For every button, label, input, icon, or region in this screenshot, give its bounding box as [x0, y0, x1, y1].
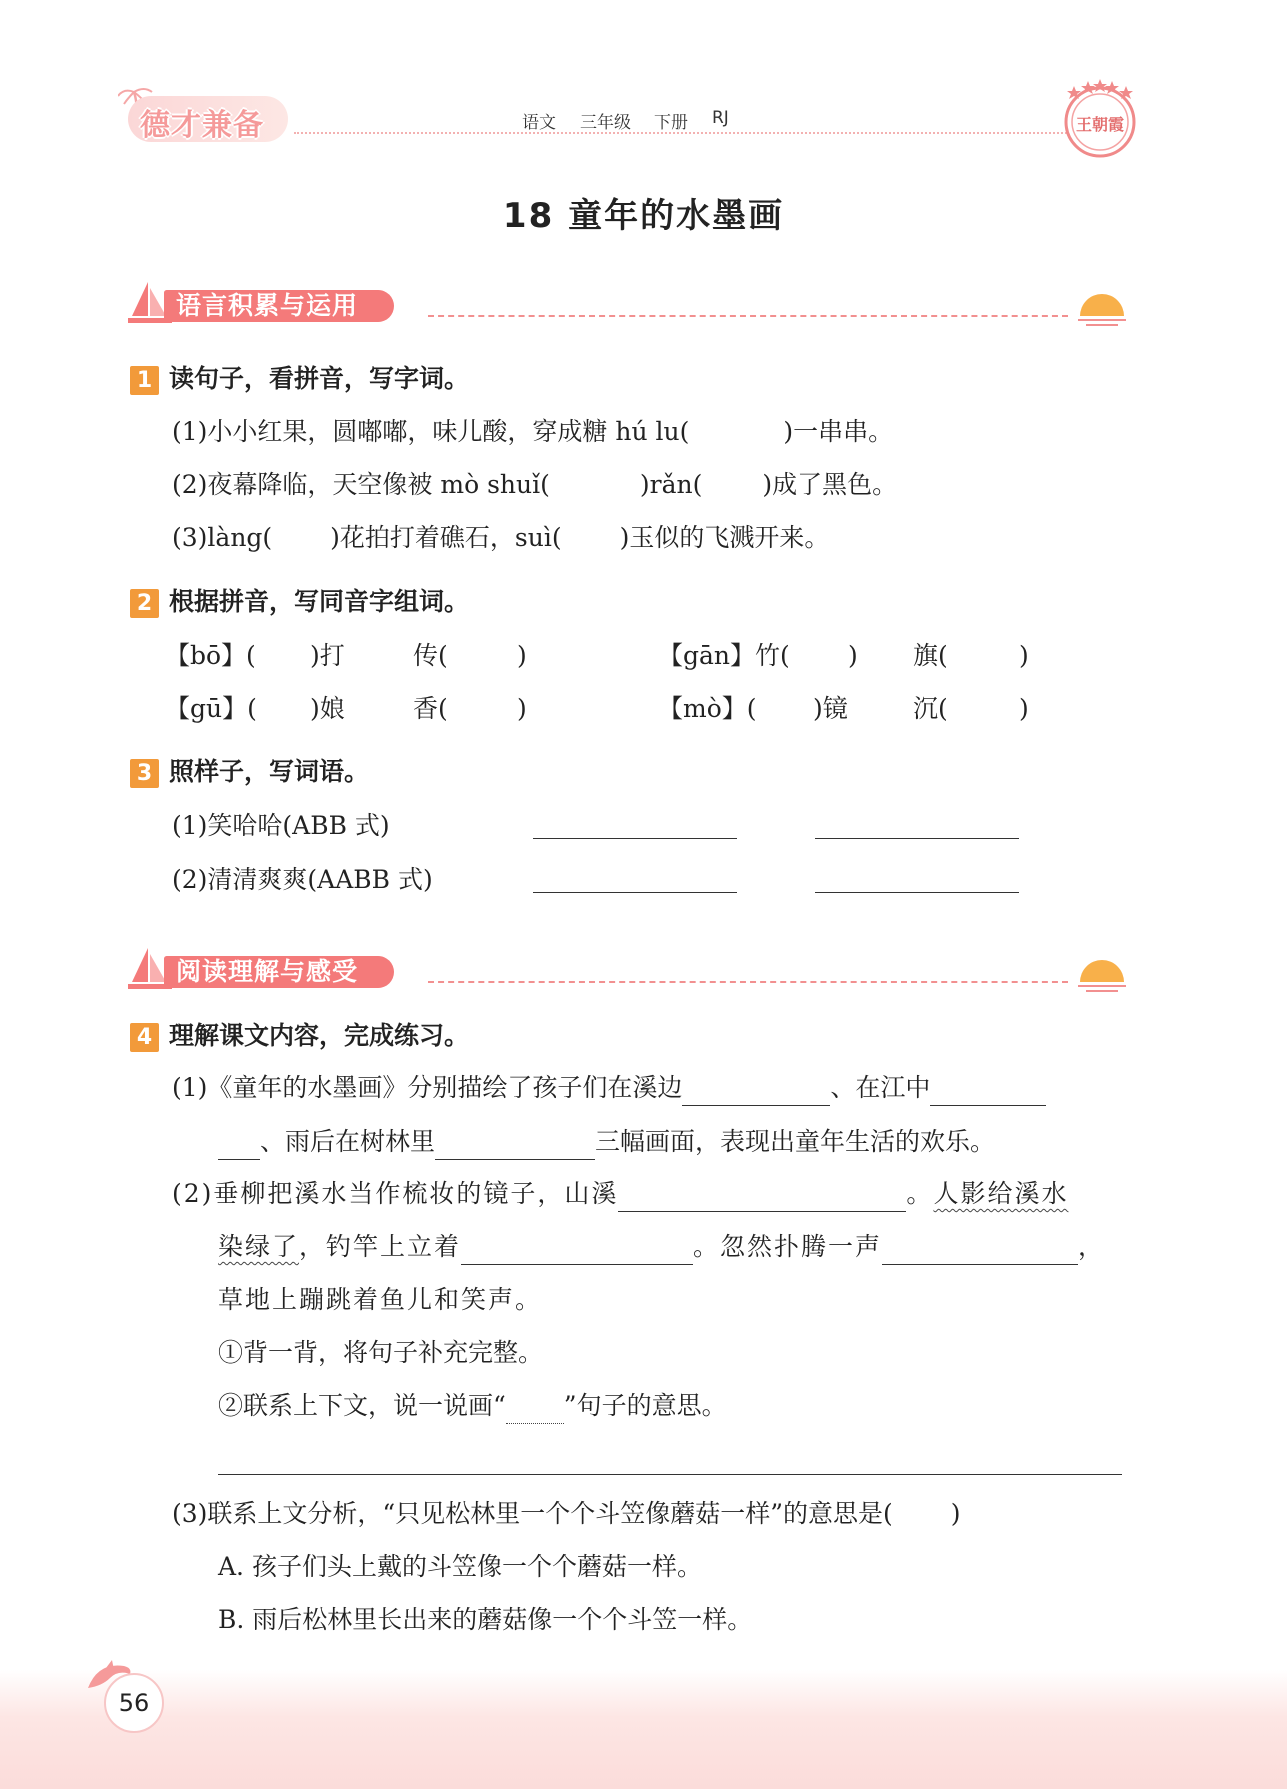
q2-row-1	[165, 638, 1065, 674]
q4-heading	[130, 1019, 469, 1053]
q1-heading-text: 读句子，看拼音，写字词。	[169, 364, 470, 393]
section-header-2	[128, 944, 1128, 996]
footer-background	[0, 1670, 1287, 1789]
header-subject: 语文	[522, 113, 556, 133]
answer-blank[interactable]	[533, 862, 737, 893]
text: 【mò】(	[658, 694, 757, 723]
text: )	[1019, 641, 1029, 670]
text: ②联系上下文，说一说画“	[218, 1391, 506, 1420]
section-divider	[428, 315, 1068, 317]
text: )一串串。	[783, 417, 894, 446]
header-edition: RJ	[712, 108, 729, 128]
q4-p1-line-1	[172, 1070, 1046, 1106]
q4-p2-line-2	[218, 1229, 1105, 1265]
brand-logo	[118, 86, 290, 142]
text: 【gū】(	[165, 694, 257, 723]
answer-blank[interactable]	[815, 808, 1019, 839]
text: 旗(	[913, 641, 948, 670]
logo-text: 德才兼备	[140, 108, 264, 143]
answer-blank[interactable]	[815, 862, 1019, 893]
q3-line-1: (1)笑哈哈(ABB 式)	[172, 811, 390, 840]
q2-heading-text: 根据拼音，写同音字组词。	[169, 587, 470, 616]
text: )打	[310, 641, 345, 670]
text: ，钓竿上立着	[299, 1232, 462, 1261]
header-grade: 三年级	[580, 113, 631, 133]
header-volume: 下册	[654, 113, 688, 133]
q3-line-2: (2)清清爽爽(AABB 式)	[172, 865, 433, 894]
seal-text: 王朝霞	[1076, 115, 1125, 134]
q4-p1-line-2	[218, 1124, 995, 1160]
q2-row-2	[165, 691, 1065, 727]
section-header-1	[128, 278, 1128, 330]
text: 【gān】竹(	[658, 641, 790, 670]
q4-option-a[interactable]: A. 孩子们头上戴的斗笠像一个个蘑菇一样。	[218, 1552, 702, 1581]
text: 沉(	[913, 694, 948, 723]
text: (1)《童年的水墨画》分别描绘了孩子们在溪边	[172, 1073, 683, 1102]
text: )玉似的飞溅开来。	[619, 523, 830, 552]
answer-line[interactable]	[218, 1446, 1122, 1475]
q3-number: 3	[130, 759, 159, 788]
q3-heading-text: 照样子，写词语。	[169, 757, 370, 786]
text: )	[517, 694, 527, 723]
text: (3)làng(	[172, 523, 273, 552]
sunset-icon	[1076, 954, 1128, 996]
text: ”句子的意思。	[563, 1391, 727, 1420]
page-title: 18 童年的水墨画	[502, 196, 785, 236]
sunset-icon	[1076, 288, 1128, 330]
text: (1)小小红果，圆嘟嘟，味儿酸，穿成糖 hú lu(	[172, 417, 690, 446]
q1-number: 1	[130, 366, 159, 395]
text: )镜	[813, 694, 848, 723]
text: )	[517, 641, 527, 670]
q4-sub-2	[218, 1388, 727, 1424]
text: ，	[1078, 1232, 1106, 1261]
wavy-underlined-text: 染绿了	[218, 1232, 300, 1261]
text: 传(	[413, 641, 448, 670]
text: )	[848, 641, 858, 670]
text: (2)夜幕降临，天空像被 mò shuǐ(	[172, 470, 550, 499]
page-number: 56	[104, 1673, 164, 1733]
text: 香(	[413, 694, 448, 723]
text: 【bō】(	[165, 641, 256, 670]
q4-p2-line-1	[172, 1176, 1068, 1212]
section-title: 语言积累与运用	[164, 290, 394, 322]
text: )成了黑色。	[762, 470, 898, 499]
text: 。	[906, 1179, 934, 1208]
q2-heading	[130, 585, 469, 619]
q3-heading	[130, 755, 369, 789]
text: )娘	[310, 694, 345, 723]
q4-number: 4	[130, 1023, 159, 1052]
author-seal	[1062, 78, 1138, 160]
text: )花拍打着礁石，suì(	[330, 523, 562, 552]
q2-number: 2	[130, 589, 159, 618]
q1-line-1	[172, 414, 893, 450]
text: )	[1019, 694, 1029, 723]
q4-sub-1: ①背一背，将句子补充完整。	[218, 1338, 544, 1367]
answer-blank[interactable]	[533, 808, 737, 839]
text: 三幅画面，表现出童年生活的欢乐。	[595, 1127, 996, 1156]
q1-line-2	[172, 467, 897, 503]
section-divider	[428, 981, 1068, 983]
text: 。忽然扑腾一声	[693, 1232, 883, 1261]
q4-p3	[172, 1496, 961, 1532]
wavy-underlined-text: 人影给溪水	[933, 1179, 1069, 1208]
q4-p2-line-3: 草地上蹦跳着鱼儿和笑声。	[218, 1285, 543, 1314]
text: )rǎn(	[639, 470, 703, 499]
text: 、雨后在树林里	[260, 1127, 436, 1156]
text: )	[950, 1499, 961, 1528]
q4-heading-text: 理解课文内容，完成练习。	[169, 1021, 470, 1050]
text: (3)联系上文分析，“只见松林里一个个斗笠像蘑菇一样”的意思是(	[172, 1499, 893, 1528]
text: 、在江中	[830, 1073, 931, 1102]
q1-heading	[130, 362, 469, 396]
q1-line-3	[172, 520, 829, 556]
section-title: 阅读理解与感受	[164, 956, 394, 988]
q4-option-b[interactable]: B. 雨后松林里长出来的蘑菇像一个个斗笠一样。	[218, 1605, 753, 1634]
text: (2)垂柳把溪水当作梳妆的镜子，山溪	[172, 1179, 619, 1208]
